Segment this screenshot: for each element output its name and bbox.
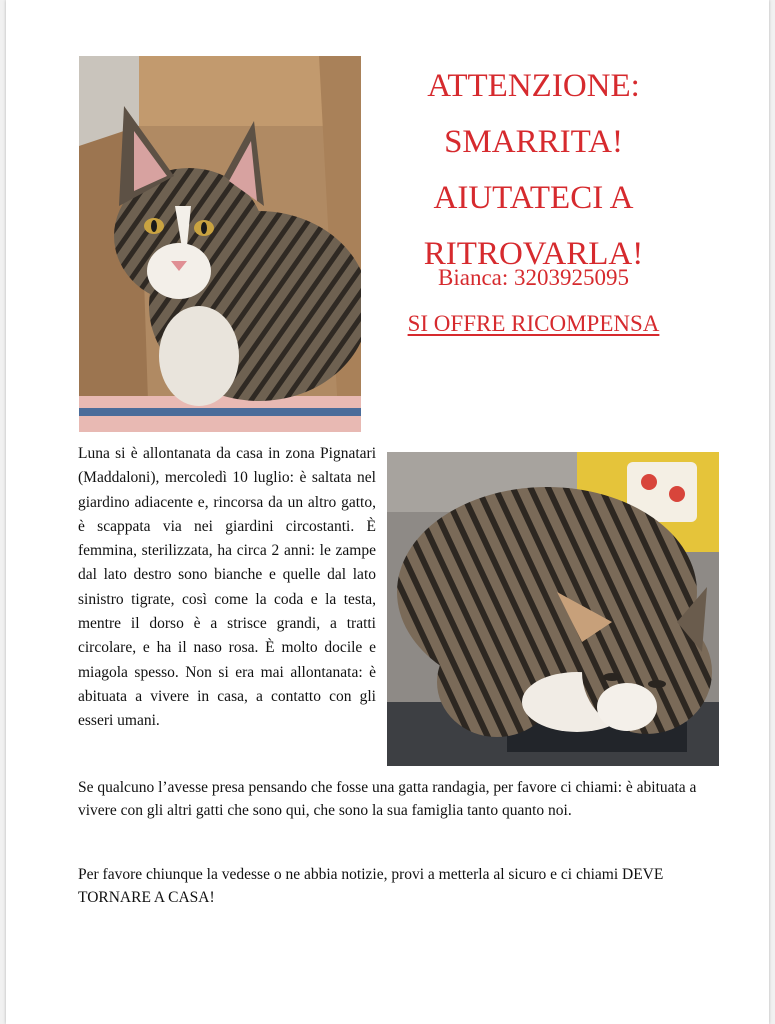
flyer-page xyxy=(6,0,769,1024)
headline-line-1: ATTENZIONE: xyxy=(427,68,640,104)
headline-line-3: AIUTATECI A xyxy=(433,180,634,216)
stray-paragraph: Se qualcuno l’avesse presa pensando che fosse una gatta randagia, per favore ci chiami: è abituata a vivere con gli altri gatti che sono qui, che sono la sua famiglia tanto quanto noi. xyxy=(78,779,697,819)
headline-line-4: RITROVARLA! xyxy=(423,236,644,272)
cat-description: Luna si è allontanata da casa in zona Pignatari (Maddaloni), mercoledì 10 luglio: è saltata nel giardino adiacente e, rincorsa da un altro gatto, è scappata via nei giardini circostanti. È femmina, sterilizzata, ha circa 2 anni: le zampe dal lato destro sono bianche e quelle dal lato sinistro tigrate, così come la coda e la testa, mentre il dorso è a strisce grandi, a tratti circolare, e ha il naso rosa. È molto docile e miagola spesso. Non si era mai allontanata: è abituata a vivere in casa, a contatto con gli esseri umani. xyxy=(78,445,376,730)
headline-line-2: SMARRITA! xyxy=(444,124,623,160)
headline xyxy=(386,58,681,282)
cat-in-box-photo xyxy=(79,56,361,432)
reward-notice: SI OFFRE RICOMPENSA xyxy=(407,311,660,336)
appeal-paragraph: Per favore chiunque la vedesse o ne abbia notizie, provi a metterla al sicuro e ci chiami DEVE TORNARE A CASA! xyxy=(78,866,664,906)
cat-on-appliance-photo xyxy=(387,452,719,766)
contact-phone: Bianca: 3203925095 xyxy=(438,265,629,290)
